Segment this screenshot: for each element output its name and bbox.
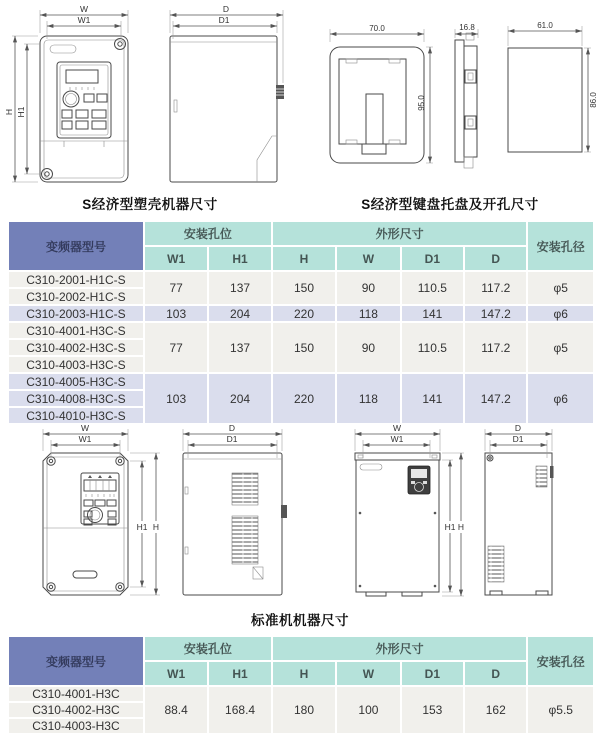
dim-label-w: W bbox=[392, 423, 402, 433]
value-cell: 150 bbox=[273, 323, 335, 372]
model-cell: C310-4005-H3C-S bbox=[9, 374, 143, 389]
col-header-w1: W1 bbox=[145, 247, 207, 270]
dimension-cutout-height bbox=[584, 48, 598, 152]
col-header-d: D bbox=[465, 662, 526, 685]
model-cell: C310-2002-H1C-S bbox=[9, 289, 143, 304]
value-cell: 90 bbox=[337, 272, 399, 304]
model-cell: C310-4003-H3C bbox=[9, 719, 143, 733]
value-cell: 141 bbox=[402, 374, 463, 423]
col-header-hole-dia: 安装孔径 bbox=[528, 637, 593, 685]
value-cell: φ6 bbox=[528, 374, 593, 423]
std-small-front-view bbox=[43, 453, 128, 595]
value-cell: 220 bbox=[273, 306, 335, 321]
tray-front-view bbox=[330, 47, 424, 163]
col-header-outline: 外形尺寸 bbox=[273, 222, 527, 245]
col-header-d1: D1 bbox=[402, 247, 463, 270]
dim-label-tray-width: 70.0 bbox=[369, 24, 385, 33]
dim-label-h: H bbox=[457, 522, 465, 532]
s-machine-drawing bbox=[0, 0, 300, 192]
col-header-outline: 外形尺寸 bbox=[273, 637, 527, 660]
col-header-d: D bbox=[465, 247, 526, 270]
col-header-h: H bbox=[273, 247, 335, 270]
value-cell: 141 bbox=[402, 306, 463, 321]
dimension-tray-depth bbox=[455, 23, 478, 38]
value-cell: 88.4 bbox=[145, 687, 207, 733]
std-dimensions-table bbox=[7, 635, 595, 735]
col-header-w1: W1 bbox=[145, 662, 207, 685]
dimension-tray-width bbox=[330, 24, 424, 42]
std-machine-small-drawing bbox=[0, 425, 300, 615]
dim-label-cutout-height: 86.0 bbox=[589, 92, 598, 108]
value-cell: 90 bbox=[337, 323, 399, 372]
table-row bbox=[9, 687, 593, 701]
table-row bbox=[9, 272, 593, 287]
value-cell: 100 bbox=[337, 687, 399, 733]
value-cell: 168.4 bbox=[209, 687, 270, 733]
model-cell: C310-4002-H3C bbox=[9, 703, 143, 717]
model-cell: C310-4003-H3C-S bbox=[9, 357, 143, 372]
table-row bbox=[9, 323, 593, 338]
value-cell: 117.2 bbox=[465, 323, 526, 372]
model-cell: C310-2003-H1C-S bbox=[9, 306, 143, 321]
value-cell: 137 bbox=[209, 272, 270, 304]
dim-label-w: W bbox=[79, 4, 89, 14]
col-header-mount-holes: 安装孔位 bbox=[145, 222, 271, 245]
dimension-w1 bbox=[47, 15, 121, 39]
col-header-h: H bbox=[273, 662, 335, 685]
model-cell: C310-4002-H3C-S bbox=[9, 340, 143, 355]
dim-label-h: H bbox=[4, 108, 14, 116]
value-cell: 153 bbox=[402, 687, 463, 733]
value-cell: 180 bbox=[273, 687, 335, 733]
dim-label-d1: D1 bbox=[512, 434, 524, 444]
dimension-cutout-width bbox=[508, 21, 582, 46]
std-small-side-view bbox=[183, 453, 287, 595]
value-cell: 77 bbox=[145, 323, 207, 372]
std-large-side-view bbox=[485, 453, 554, 595]
std-machine-large-drawing bbox=[300, 425, 600, 615]
s-dimensions-table bbox=[7, 220, 595, 425]
dimension-d1 bbox=[173, 15, 277, 39]
col-header-hole-dia: 安装孔径 bbox=[528, 222, 593, 270]
value-cell: 147.2 bbox=[465, 374, 526, 423]
dim-label-d: D bbox=[222, 4, 230, 14]
caption-std-machine: 标准机机器尺寸 bbox=[251, 613, 349, 628]
col-header-w: W bbox=[337, 247, 399, 270]
dim-label-d1: D1 bbox=[218, 15, 230, 25]
dim-label-w: W bbox=[80, 423, 90, 433]
dimension-h1 bbox=[130, 461, 148, 587]
dim-label-tray-height: 95.0 bbox=[417, 95, 426, 111]
model-cell: C310-4010-H3C-S bbox=[9, 408, 143, 423]
value-cell: 117.2 bbox=[465, 272, 526, 304]
dim-label-d: D bbox=[514, 423, 522, 433]
dim-label-w1: W1 bbox=[390, 434, 404, 444]
s-side-view bbox=[170, 36, 284, 182]
dim-label-tray-depth: 16.8 bbox=[459, 23, 475, 32]
value-cell: 110.5 bbox=[402, 272, 463, 304]
dim-label-d: D bbox=[228, 423, 236, 433]
dim-label-h: H bbox=[152, 522, 160, 532]
value-cell: 204 bbox=[209, 306, 270, 321]
dimension-h1 bbox=[442, 460, 456, 592]
dim-label-h1: H1 bbox=[136, 522, 148, 532]
model-cell: C310-4001-H3C-S bbox=[9, 323, 143, 338]
value-cell: 162 bbox=[465, 687, 526, 733]
model-cell: C310-4008-H3C-S bbox=[9, 391, 143, 406]
table-row bbox=[9, 306, 593, 321]
model-cell: C310-4001-H3C bbox=[9, 687, 143, 701]
col-header-mount-holes: 安装孔位 bbox=[145, 637, 271, 660]
value-cell: 77 bbox=[145, 272, 207, 304]
value-cell: 103 bbox=[145, 374, 207, 423]
dim-label-w1: W1 bbox=[77, 15, 91, 25]
value-cell: 118 bbox=[337, 374, 399, 423]
value-cell: 103 bbox=[145, 306, 207, 321]
col-header-h1: H1 bbox=[209, 247, 270, 270]
dim-label-d1: D1 bbox=[226, 434, 238, 444]
col-header-w: W bbox=[337, 662, 399, 685]
value-cell: 150 bbox=[273, 272, 335, 304]
col-header-model: 变频器型号 bbox=[9, 637, 143, 685]
value-cell: φ5 bbox=[528, 272, 593, 304]
keypad bbox=[408, 466, 430, 494]
dim-label-cutout-width: 61.0 bbox=[537, 21, 553, 30]
value-cell: φ6 bbox=[528, 306, 593, 321]
dim-label-h1: H1 bbox=[16, 106, 26, 118]
value-cell: 220 bbox=[273, 374, 335, 423]
col-header-h1: H1 bbox=[209, 662, 270, 685]
table-row bbox=[9, 374, 593, 389]
value-cell: φ5 bbox=[528, 323, 593, 372]
value-cell: 204 bbox=[209, 374, 270, 423]
tray-cutout-view bbox=[508, 48, 582, 152]
tray-side-view bbox=[455, 33, 477, 168]
model-cell: C310-2001-H1C-S bbox=[9, 272, 143, 287]
value-cell: 147.2 bbox=[465, 306, 526, 321]
value-cell: 137 bbox=[209, 323, 270, 372]
s-front-view bbox=[40, 36, 128, 182]
caption-s-tray: S经济型键盘托盘及开孔尺寸 bbox=[361, 197, 539, 212]
dimension-h1 bbox=[16, 44, 41, 174]
caption-s-machine: S经济型塑壳机器尺寸 bbox=[82, 197, 218, 212]
std-large-front-view bbox=[355, 453, 440, 596]
value-cell: 118 bbox=[337, 306, 399, 321]
dim-label-h1: H1 bbox=[444, 522, 456, 532]
col-header-d1: D1 bbox=[402, 662, 463, 685]
col-header-model: 变频器型号 bbox=[9, 222, 143, 270]
dim-label-w1: W1 bbox=[78, 434, 92, 444]
value-cell: φ5.5 bbox=[528, 687, 593, 733]
value-cell: 110.5 bbox=[402, 323, 463, 372]
s-tray-drawing bbox=[300, 0, 600, 192]
